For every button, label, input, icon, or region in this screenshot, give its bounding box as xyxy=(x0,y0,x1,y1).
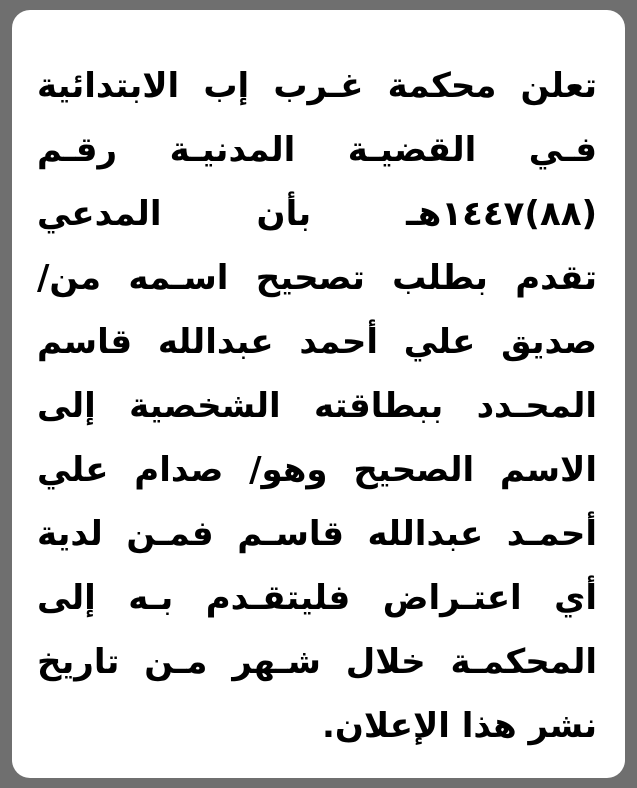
notice-text xyxy=(37,54,597,758)
notice-line-6: المحـدد ببطاقته الشخصية إلى xyxy=(37,386,597,426)
notice-line-5: صديق علي أحمد عبدالله قاسم xyxy=(37,322,597,362)
notice-line-9: أي اعتـراض فليتقـدم بـه إلى xyxy=(37,578,597,618)
notice-line-1: تعلن محكمة غـرب إب الابتدائية xyxy=(37,66,597,106)
notice-line-7: الاسم الصحيح وهو/ صدام علي xyxy=(37,450,597,490)
notice-line-2: فـي القضيـة المدنيـة رقـم xyxy=(37,130,597,170)
notice-line-10: المحكمـة خلال شـهر مـن تاريخ xyxy=(37,642,597,682)
notice-card xyxy=(12,10,625,778)
notice-line-11: نشر هذا الإعلان. xyxy=(321,706,597,746)
notice-line-4: تقدم بطلب تصحيح اسـمه من/ xyxy=(37,258,597,298)
notice-line-3: (٨٨)١٤٤٧هـ بأن المدعي xyxy=(37,194,597,234)
notice-line-8: أحمـد عبدالله قاسـم فمـن لدية xyxy=(37,514,597,554)
